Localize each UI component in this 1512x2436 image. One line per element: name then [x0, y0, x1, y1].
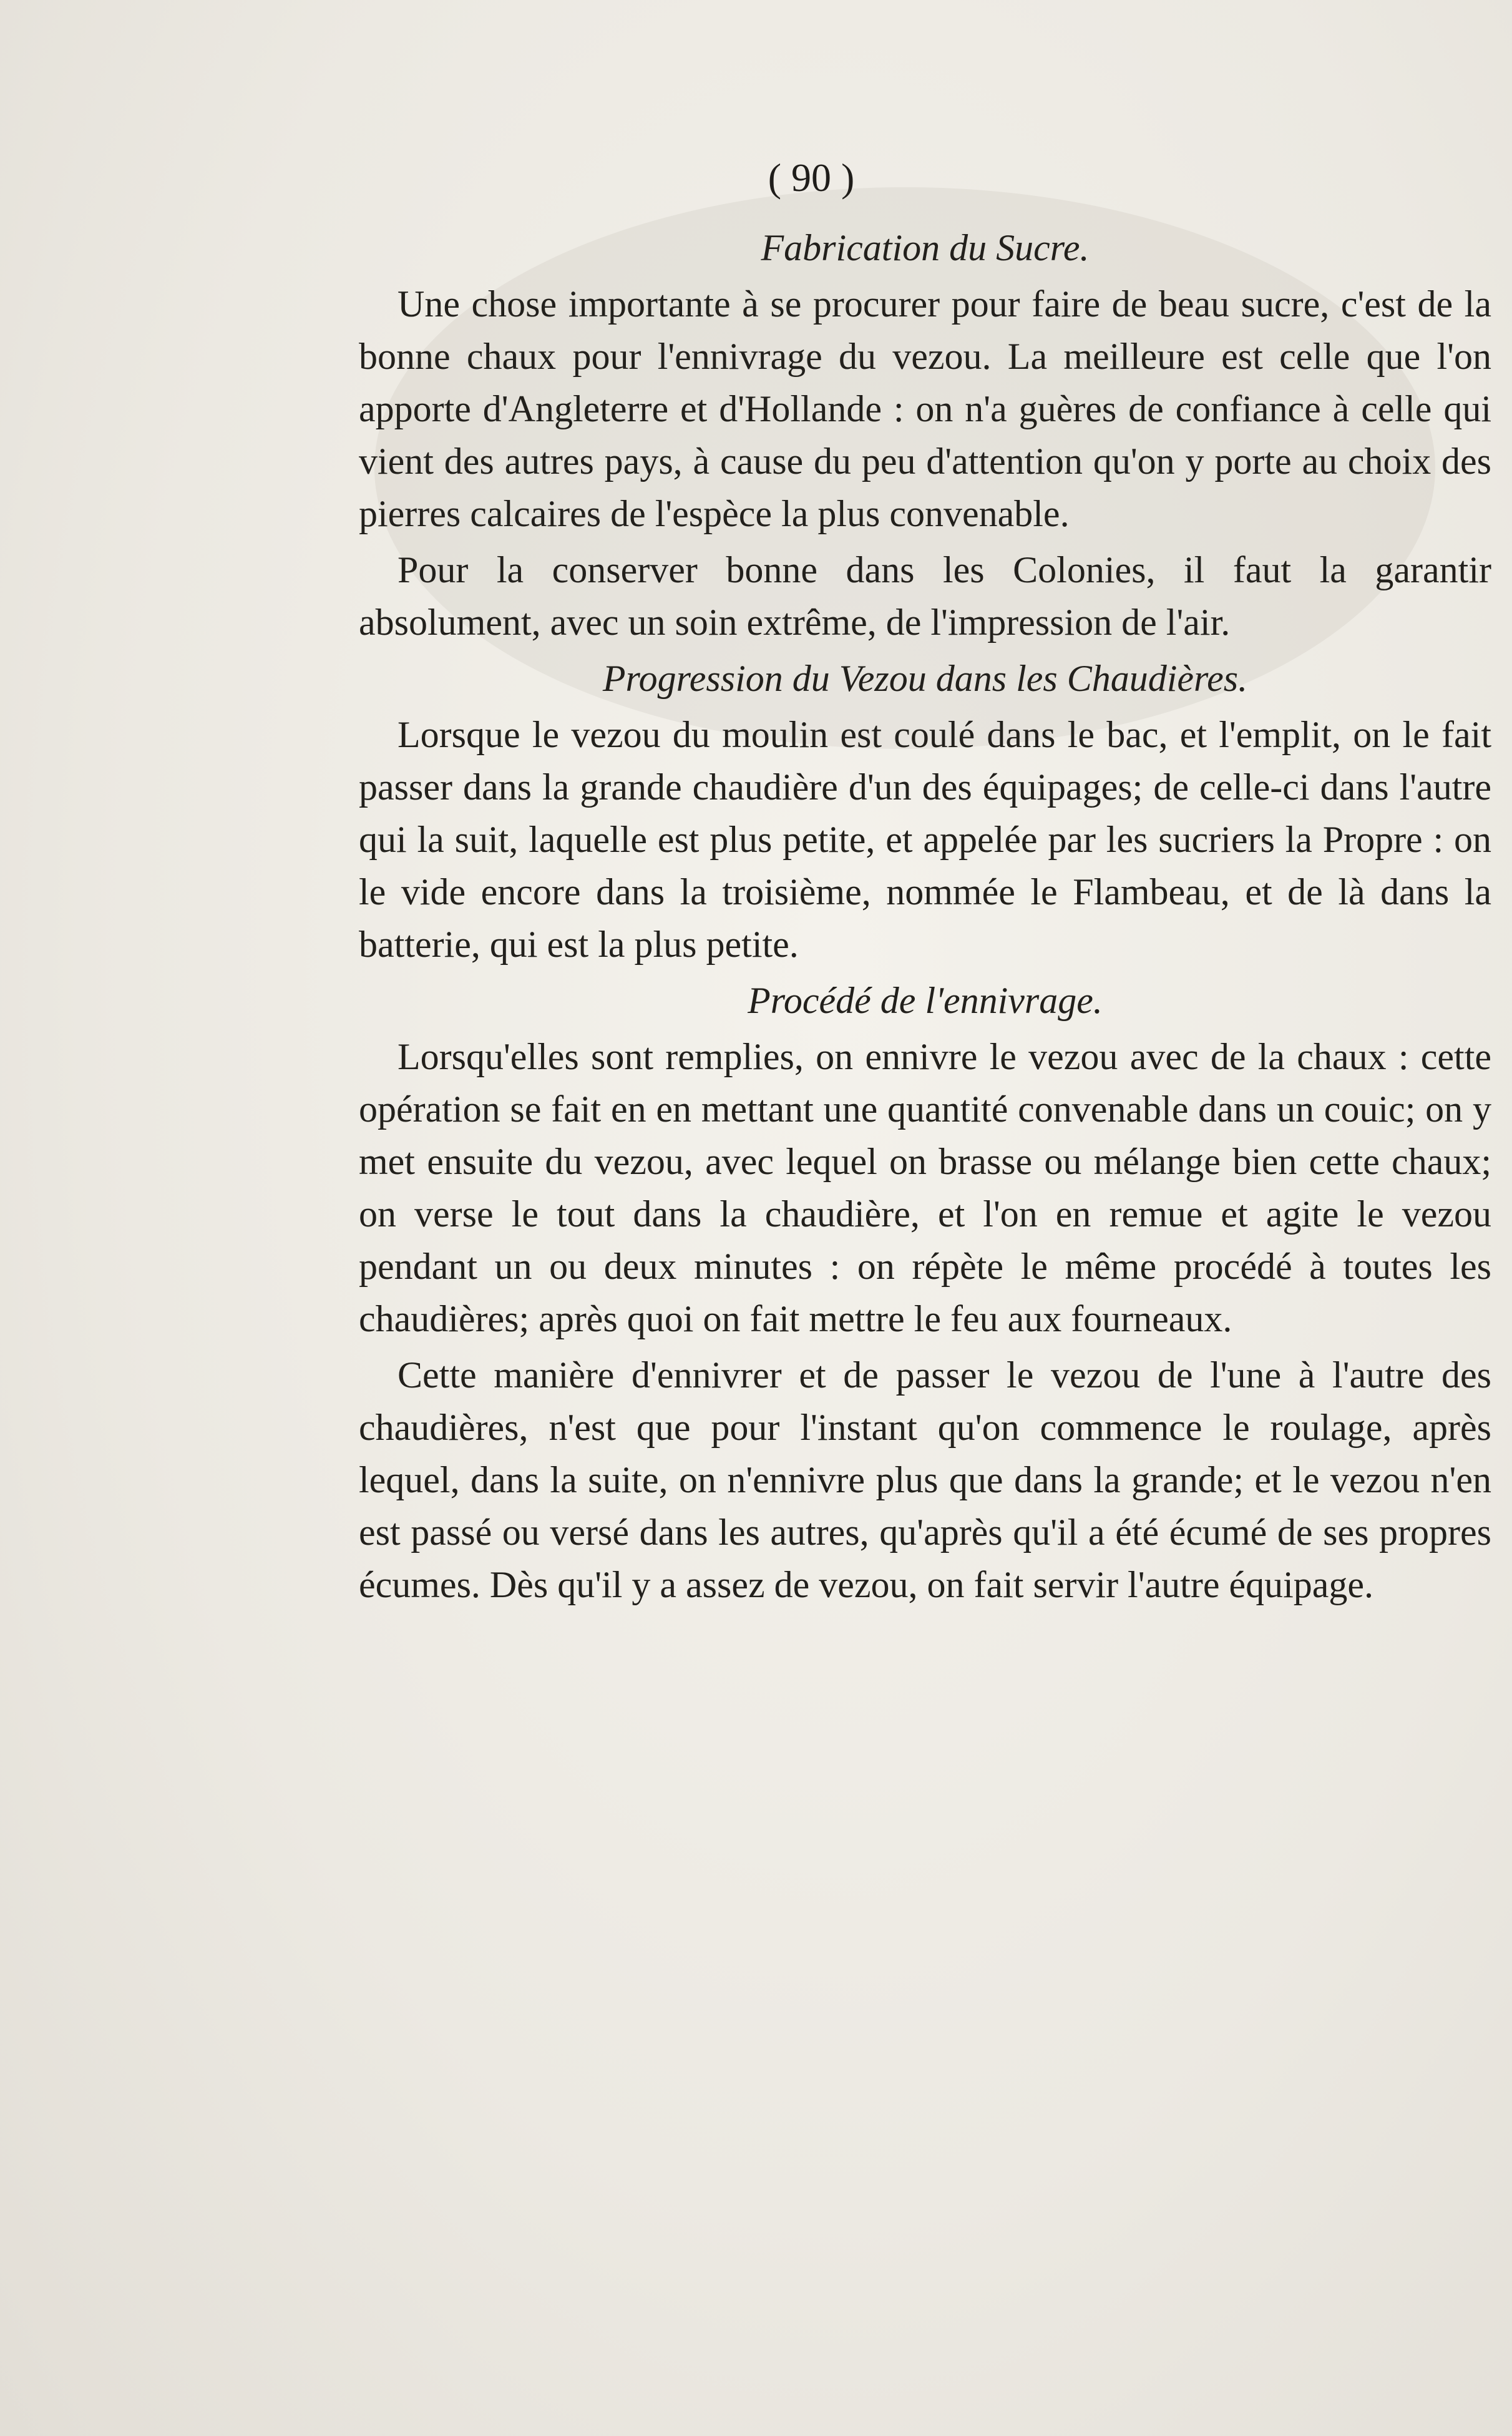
heading-procede: Procédé de l'ennivrage. [748, 980, 1103, 1021]
heading-progression: Progression du Vezou dans les Chaudières. [602, 658, 1248, 699]
page-body [359, 222, 1491, 1611]
paragraph-chaux: Une chose importante à se procurer pour faire de beau sucre, c'est de la bonne chaux pour l'ennivrage du vezou. La meilleure est celle que l'on apporte d'Angleterre et d'Hollande : on n'a guères de confiance à celle qui vient des autres pays, à cause du peu d'attention qu'on y porte au choix des pierres calcaires de l'espèce la plus convenable. [359, 283, 1491, 534]
paragraph-ennivrage: Lorsqu'elles sont remplies, on ennivre le vezou avec de la chaux : cette opération se fait en en mettant une quantité convenable dans un couic; on y met ensuite du vezou, avec lequel on brasse ou mélange bien cette chaux; on verse le tout dans la chaudière, et l'on en remue et agite le vezou pendant un ou deux minutes : on répète le même procédé à toutes les chaudières; après quoi on fait mettre le feu aux fourneaux. [359, 1036, 1491, 1339]
paragraph-maniere: Cette manière d'ennivrer et de passer le vezou de l'une à l'autre des chaudières, n'est que pour l'instant qu'on commence le roulage, après lequel, dans la suite, on n'ennivre plus que dans la grande; et le vezou n'en est passé ou versé dans les autres, qu'après qu'il a été écumé de ses propres écumes. Dès qu'il y a assez de vezou, on fait servir l'autre équipage. [359, 1354, 1491, 1605]
paragraph-progression: Lorsque le vezou du moulin est coulé dans le bac, et l'emplit, on le fait passer dans la grande chaudière d'un des équipages; de celle-ci dans l'autre qui la suit, laquelle est plus petite, et appelée par les sucriers la Propre : on le vide encore dans la troisième, nommée le Flambeau, et de là dans la batterie, qui est la plus petite. [359, 714, 1491, 965]
paragraph-conservation: Pour la conserver bonne dans les Colonies, il faut la garantir absolument, avec un soin extrême, de l'impression de l'air. [359, 549, 1491, 643]
page-number: ( 90 ) [768, 155, 855, 200]
heading-fabrication: Fabrication du Sucre. [761, 227, 1090, 268]
